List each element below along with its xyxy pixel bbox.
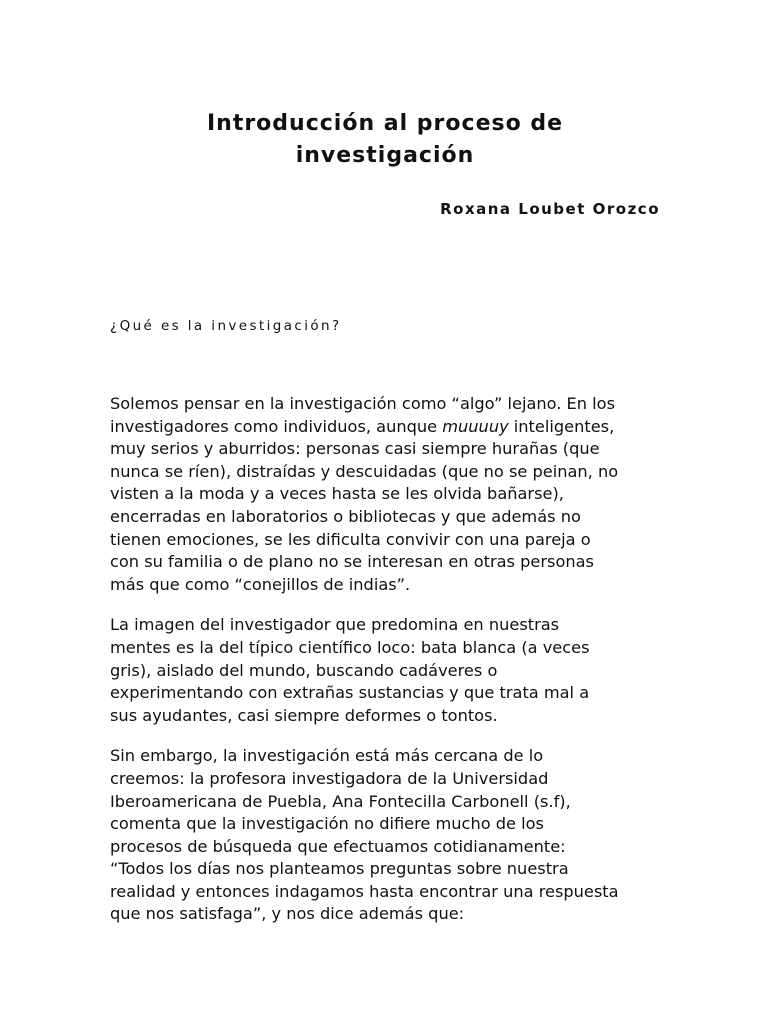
paragraph-1-line-2-before: investigadores como individuos, aunque	[110, 416, 443, 436]
document-body	[110, 393, 670, 944]
title-line-1: Introducción al proceso de	[206, 111, 564, 136]
paragraph-1-line-1: Solemos pensar en la investigación como “algo” lejano. En los	[110, 394, 616, 413]
paragraph-1-line-2	[110, 416, 670, 439]
paragraph-3-line-2: creemos: la profesora investigadora de la Universidad	[110, 768, 549, 788]
paragraph-3-line-3: Iberoamericana de Puebla, Ana Fontecilla Carbonell (s.f),	[110, 791, 571, 811]
paragraph-2	[110, 614, 670, 727]
title-line-2: investigación	[295, 143, 475, 168]
paragraph-1-line-3: muy serios y aburridos: personas casi siempre hurañas (que	[110, 439, 600, 459]
paragraph-1-line-6: encerradas en laboratorios o bibliotecas y que además no	[110, 506, 581, 526]
paragraph-1-line-5: visten a la moda y a veces hasta se les olvida bañarse),	[110, 484, 564, 504]
paragraph-2-line-4: experimentando con extrañas sustancias y que trata mal a	[110, 683, 590, 703]
paragraph-2-line-1: La imagen del investigador que predomina en nuestras	[110, 615, 560, 635]
paragraph-1-line-7: tienen emociones, se les dificulta convivir con una pareja o	[110, 529, 591, 549]
paragraph-3-line-8: que nos satisfaga”, y nos dice además que:	[110, 904, 465, 924]
paragraph-3-line-5: procesos de búsqueda que efectuamos cotidianamente:	[110, 836, 566, 856]
section-heading: ¿Qué es la investigación?	[110, 318, 342, 334]
paragraph-3-line-6: “Todos los días nos planteamos preguntas sobre nuestra	[110, 859, 569, 879]
paragraph-3-line-4: comenta que la investigación no difiere mucho de los	[110, 814, 544, 834]
paragraph-2-line-5: sus ayudantes, casi siempre deformes o tontos.	[110, 705, 498, 725]
paragraph-1	[110, 393, 670, 596]
paragraph-1-line-2-after: inteligentes,	[508, 416, 615, 436]
paragraph-2-line-3: gris), aislado del mundo, buscando cadáveres o	[110, 660, 498, 680]
paragraph-1-line-8: con su familia o de plano no se interesan en otras personas	[110, 552, 594, 572]
paragraph-3	[110, 745, 670, 926]
paragraph-1-line-4: nunca se ríen), distraídas y descuidadas (que no se peinan, no	[110, 461, 619, 481]
emphasized-word: muuuuy	[442, 416, 509, 436]
paragraph-3-line-1: Sin embargo, la investigación está más cercana de lo	[110, 746, 544, 766]
paragraph-3-line-7: realidad y entonces indagamos hasta encontrar una respuesta	[110, 881, 619, 901]
author-name: Roxana Loubet Orozco	[440, 200, 660, 218]
paragraph-2-line-2: mentes es la del típico científico loco: bata blanca (a veces	[110, 637, 590, 657]
paragraph-1-line-9: más que como “conejillos de indias”.	[110, 574, 411, 594]
document-title	[110, 108, 660, 172]
